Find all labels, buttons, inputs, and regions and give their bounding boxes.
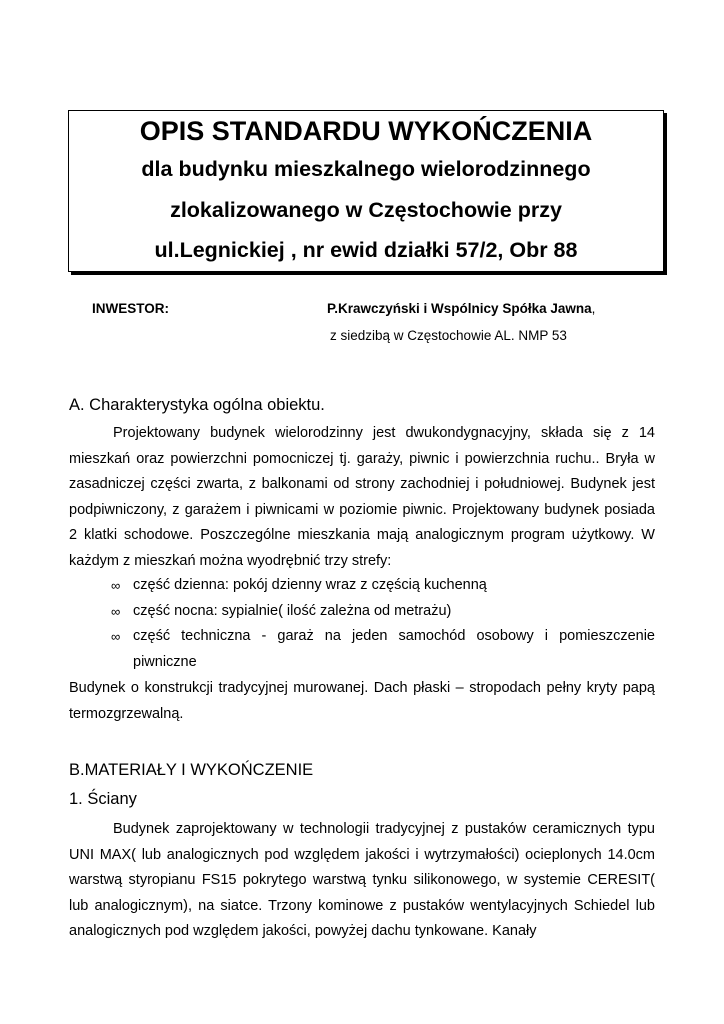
document-subtitle-line-3: ul.Legnickiej , nr ewid działki 57/2, Obr 88 — [154, 238, 578, 262]
section-a-paragraph: Projektowany budynek wielorodzinny jest dwukondygnacyjny, składa się z 14 mieszkań oraz powierzchni pomocniczej tj. garaży, piwnic i powierzchnia ruchu.. Bryła w zasadniczej części zwarta, z balkonami od strony zachodniej i południowej. Budynek jest podpiwniczony, z garażem i piwnicami w poziomie piwnic. Projektowany budynek posiada 2 klatki schodowe. Poszczególne mieszkania mają analogicznym program użytkowy. W każdym z mieszkań można wyodrębnić trzy strefy: — [69, 425, 655, 569]
list-item-text: część nocna: sypialnie( ilość zależna od metrażu) — [133, 602, 452, 619]
document-subtitle-line-2: zlokalizowanego w Częstochowie przy — [170, 197, 562, 222]
section-b-subheading: 1. Ściany — [69, 790, 137, 808]
document-title-box — [68, 110, 664, 272]
list-item — [69, 624, 655, 675]
document-subtitle-line-1: dla budynku mieszkalnego wielorodzinnego — [141, 157, 591, 181]
list-item — [69, 573, 655, 599]
list-item — [69, 599, 655, 625]
list-item-text: część dzienna: pokój dzienny wraz z częścią kuchenną — [133, 577, 487, 593]
section-b-heading: B.MATERIAŁY I WYKOŃCZENIE — [69, 761, 314, 779]
section-a-heading: A. Charakterystyka ogólna obiektu. — [69, 396, 325, 414]
investor-address: z siedzibą w Częstochowie AL. NMP 53 — [330, 328, 567, 343]
document-title: OPIS STANDARDU WYKOŃCZENIA — [139, 116, 593, 146]
list-item-text: część techniczna - garaż na jeden samochód osobowy i pomieszczenie piwniczne — [133, 628, 655, 670]
investor-label: INWESTOR: — [92, 301, 169, 316]
investor-name-line — [327, 301, 595, 316]
section-b-paragraph: Budynek zaprojektowany w technologii tradycyjnej z pustaków ceramicznych typu UNI MAX( lub analogicznych pod względem jakości i wytrzymałości) ocieplonych 14.0cm warstwą styropianu FS15 pokrytego warstwą tynku silikonowego, w systemie CERESIT( lub analogicznym), na siatce. Trzony kominowe z pustaków wentylacyjnych Schiedel lub analogicznych pod względem jakości, powyżej dachu tynkowane. Kanały — [69, 821, 655, 939]
zones-list — [69, 573, 655, 675]
infinity-bullet-icon: ∞ — [111, 578, 121, 593]
infinity-bullet-icon: ∞ — [111, 629, 121, 644]
investor-name: P.Krawczyński i Wspólnicy Spółka Jawna — [327, 301, 592, 316]
infinity-bullet-icon: ∞ — [111, 603, 121, 619]
investor-name-suffix: , — [591, 301, 596, 316]
section-a-closing: Budynek o konstrukcji tradycyjnej murowanej. Dach płaski – stropodach pełny kryty papą termozgrzewalną. — [69, 680, 655, 722]
